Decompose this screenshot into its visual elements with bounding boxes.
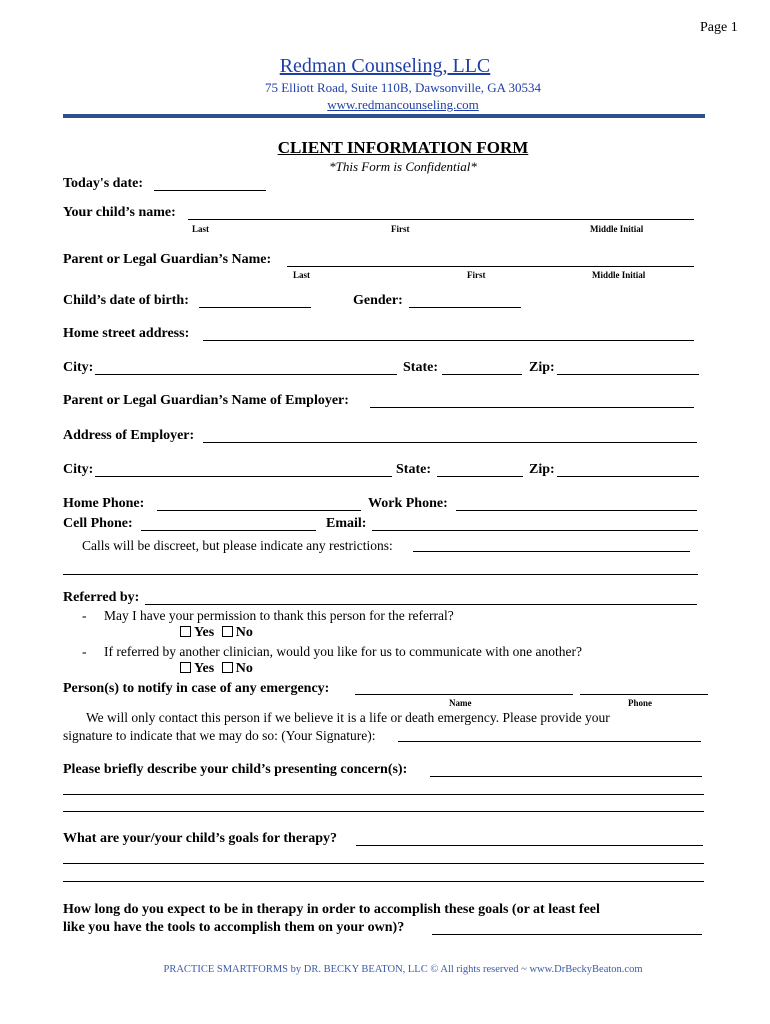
dob-label: Child’s date of birth:	[63, 293, 189, 308]
guardian-name-field[interactable]	[287, 266, 694, 267]
child-name-field[interactable]	[188, 219, 694, 220]
employer-zip-field[interactable]	[557, 476, 699, 477]
permission-no-label: No	[235, 625, 253, 640]
employer-name-label: Parent or Legal Guardian’s Name of Employer:	[63, 393, 349, 408]
clinician-options	[180, 661, 253, 677]
concerns-field[interactable]	[430, 776, 702, 777]
emergency-phone-field[interactable]	[580, 694, 708, 695]
home-zip-field[interactable]	[557, 374, 699, 375]
gender-field[interactable]	[409, 307, 521, 308]
child-name-first-caption: First	[391, 224, 410, 234]
employer-state-label: State:	[396, 462, 431, 477]
call-restrictions-field[interactable]	[413, 551, 690, 552]
clinician-yes-checkbox[interactable]	[180, 662, 191, 673]
child-name-last-caption: Last	[192, 224, 210, 234]
home-city-field[interactable]	[95, 374, 397, 375]
duration-field[interactable]	[432, 934, 702, 935]
permission-options	[180, 625, 253, 641]
form-title: CLIENT INFORMATION FORM	[277, 138, 529, 157]
goals-field-line-3[interactable]	[63, 881, 704, 882]
permission-dash: -	[82, 608, 87, 623]
emergency-phone-caption: Phone	[628, 698, 653, 708]
gender-label: Gender:	[353, 293, 403, 308]
employer-state-field[interactable]	[437, 476, 523, 477]
company-website-link[interactable]: www.redmancounseling.com	[327, 97, 479, 112]
clinician-yes-label: Yes	[194, 661, 215, 676]
home-address-field[interactable]	[203, 340, 694, 341]
email-label: Email:	[326, 516, 367, 531]
clinician-no-checkbox[interactable]	[222, 662, 233, 673]
dob-field[interactable]	[199, 307, 311, 308]
emergency-name-caption: Name	[449, 698, 472, 708]
home-zip-label: Zip:	[529, 360, 555, 375]
company-name: Redman Counseling, LLC	[279, 55, 491, 77]
permission-no-checkbox[interactable]	[222, 626, 233, 637]
todays-date-field[interactable]	[154, 190, 266, 191]
emergency-contact-label: Person(s) to notify in case of any emergency:	[63, 681, 330, 696]
home-phone-field[interactable]	[157, 510, 361, 511]
work-phone-field[interactable]	[456, 510, 697, 511]
call-restrictions-label: Calls will be discreet, but please indicate any restrictions:	[82, 538, 393, 553]
form-subtitle: *This Form is Confidential*	[329, 159, 477, 174]
permission-yes-label: Yes	[194, 625, 215, 640]
emergency-note-line-2: signature to indicate that we may do so: (Your Signature):	[63, 728, 376, 743]
home-phone-label: Home Phone:	[63, 496, 145, 511]
guardian-name-last-caption: Last	[293, 270, 311, 280]
todays-date-label: Today's date:	[63, 176, 144, 191]
emergency-note-line-1: We will only contact this person if we believe it is a life or death emergency. Please provide your	[86, 710, 610, 725]
clinician-dash: -	[82, 644, 87, 659]
concerns-field-line-3[interactable]	[63, 811, 704, 812]
employer-address-label: Address of Employer:	[63, 428, 195, 443]
page-number: Page 1	[700, 20, 738, 35]
child-name-middle-caption: Middle Initial	[590, 224, 644, 234]
home-state-label: State:	[403, 360, 438, 375]
work-phone-label: Work Phone:	[368, 496, 448, 511]
goals-field-line-2[interactable]	[63, 863, 704, 864]
header-rule	[63, 114, 705, 118]
cell-phone-field[interactable]	[141, 530, 316, 531]
email-field[interactable]	[372, 530, 698, 531]
permission-yes-checkbox[interactable]	[180, 626, 191, 637]
concerns-field-line-2[interactable]	[63, 794, 704, 795]
emergency-name-field[interactable]	[355, 694, 573, 695]
goals-field[interactable]	[356, 845, 703, 846]
employer-zip-label: Zip:	[529, 462, 555, 477]
guardian-name-label: Parent or Legal Guardian’s Name:	[63, 252, 272, 267]
employer-name-field[interactable]	[370, 407, 694, 408]
referred-by-field[interactable]	[145, 604, 697, 605]
home-address-label: Home street address:	[63, 326, 190, 341]
goals-label: What are your/your child’s goals for therapy?	[63, 831, 338, 846]
home-city-label: City:	[63, 360, 94, 375]
concerns-label: Please briefly describe your child’s presenting concern(s):	[63, 762, 408, 777]
guardian-name-first-caption: First	[467, 270, 486, 280]
home-state-field[interactable]	[442, 374, 522, 375]
company-address: 75 Elliott Road, Suite 110B, Dawsonville, GA 30534	[264, 80, 542, 95]
clinician-no-label: No	[235, 661, 253, 676]
duration-question-line-1: How long do you expect to be in therapy in order to accomplish these goals (or at least feel	[63, 902, 600, 917]
employer-city-label: City:	[63, 462, 94, 477]
cell-phone-label: Cell Phone:	[63, 516, 133, 531]
referred-by-label: Referred by:	[63, 590, 140, 605]
footer-copyright: PRACTICE SMARTFORMS by DR. BECKY BEATON, LLC © All rights reserved ~ www.DrBeckyBeaton.com	[163, 964, 643, 975]
signature-field[interactable]	[398, 741, 701, 742]
duration-question-line-2: like you have the tools to accomplish them on your own)?	[63, 920, 405, 935]
clinician-question: If referred by another clinician, would you like for us to communicate with one another?	[104, 644, 582, 659]
guardian-name-middle-caption: Middle Initial	[592, 270, 646, 280]
call-restrictions-field-line-2[interactable]	[63, 574, 698, 575]
permission-question: May I have your permission to thank this person for the referral?	[104, 608, 454, 623]
employer-city-field[interactable]	[95, 476, 392, 477]
employer-address-field[interactable]	[203, 442, 697, 443]
child-name-label: Your child’s name:	[63, 205, 176, 220]
